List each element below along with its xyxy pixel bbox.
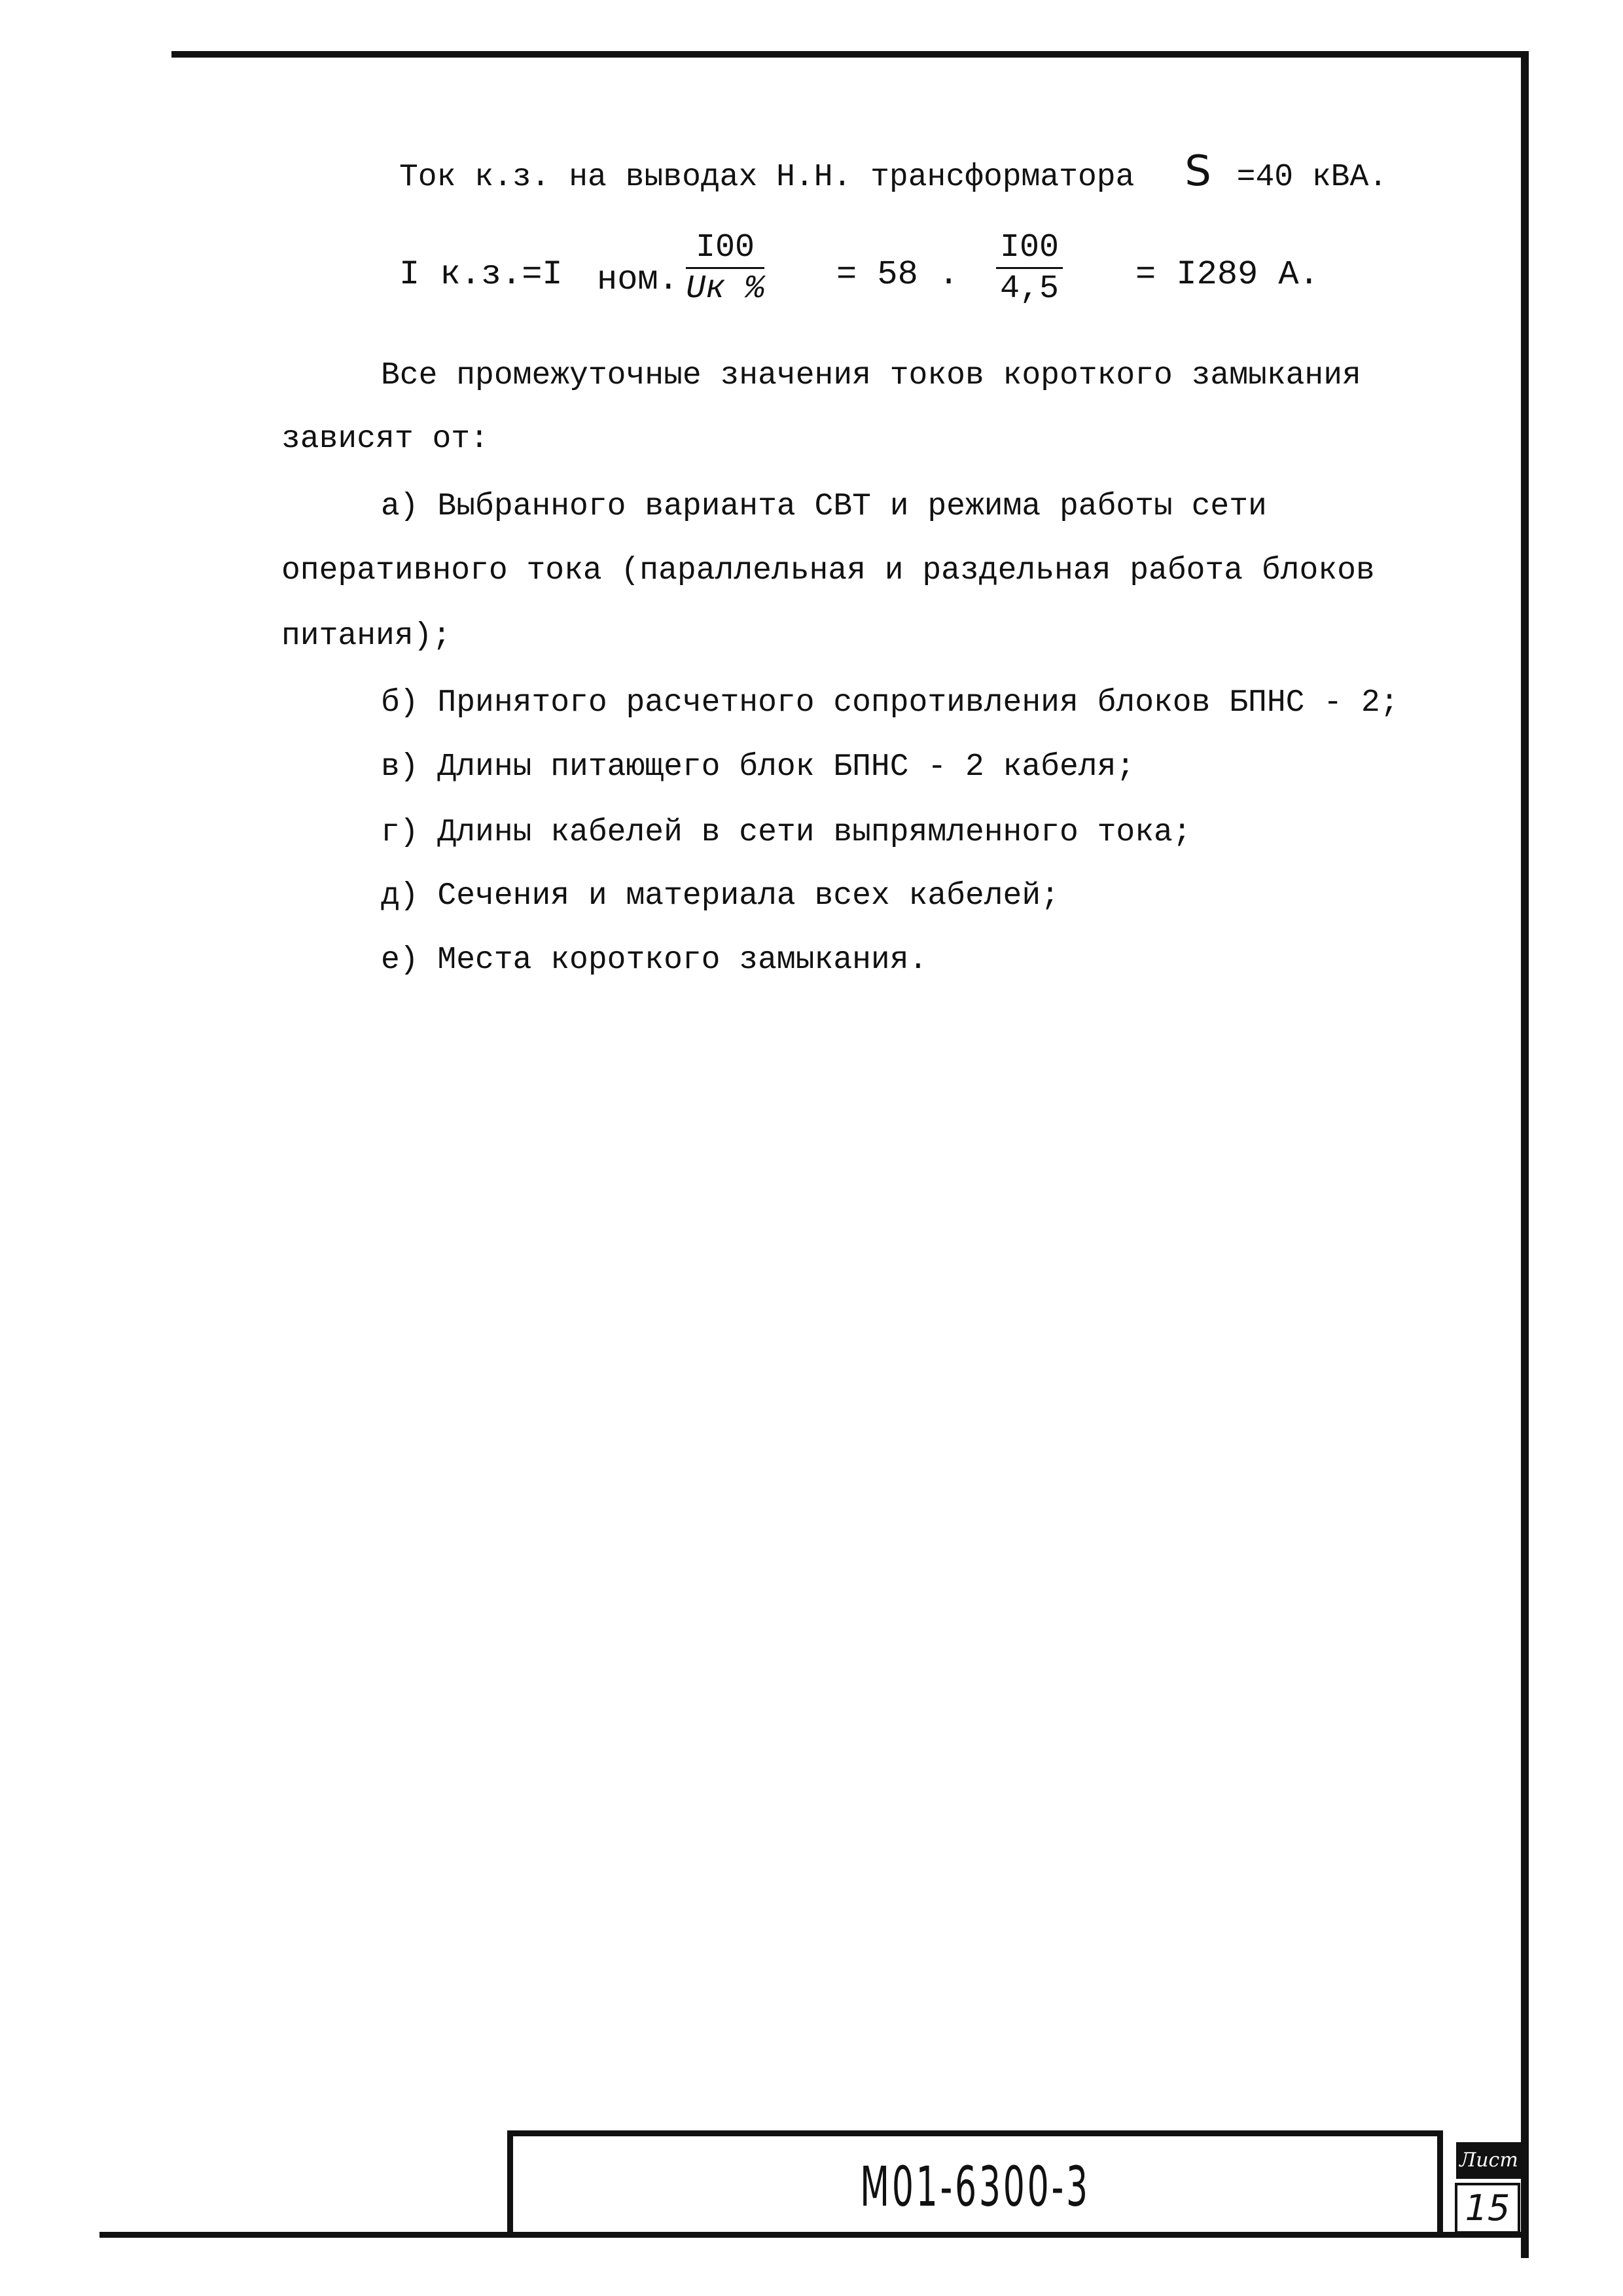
fraction-1-numerator: I00 <box>686 229 764 269</box>
fraction-2-numerator: I00 <box>996 229 1063 269</box>
item-d: д) Сечения и материала всех кабелей; <box>381 878 1060 914</box>
frame-right-border <box>1521 51 1529 2258</box>
formula-nom: ном. <box>597 260 679 299</box>
fraction-2-denominator: 4,5 <box>1000 270 1060 308</box>
fraction-1-denominator: Uк % <box>686 270 765 308</box>
frame-top-border <box>171 51 1527 58</box>
power-symbol: S <box>1185 147 1211 196</box>
formula-result: = I289 А. <box>1135 255 1319 294</box>
header-line <box>399 147 1388 196</box>
fraction-1 <box>686 229 764 310</box>
item-a-line-2: оперативного тока (параллельная и раздельная работа блоков <box>281 553 1375 588</box>
intro-line-1: Все промежуточные значения токов короткого замыкания <box>381 358 1361 393</box>
item-a-line-3: питания); <box>281 619 452 654</box>
item-v: в) Длины питающего блок БПНС - 2 кабеля; <box>381 749 1135 785</box>
item-b: б) Принятого расчетного сопротивления блоков БПНС - 2; <box>381 685 1399 721</box>
document-code: М01-6300-3 <box>860 2155 1090 2219</box>
sheet-cell <box>1443 2130 1525 2235</box>
sheet-number: 15 <box>1455 2183 1520 2234</box>
item-a-line-1: а) Выбранного варианта СВТ и режима работы сети <box>381 489 1267 524</box>
sheet-label: Лист <box>1456 2142 1522 2179</box>
header-text: Ток к.з. на выводах Н.Н. трансформатора <box>399 160 1135 195</box>
item-e: е) Места короткого замыкания. <box>381 942 928 978</box>
short-circuit-formula <box>399 229 1381 321</box>
formula-lhs: I к.з.=I <box>399 255 563 294</box>
intro-line-2: зависят от: <box>281 422 489 457</box>
item-g: г) Длины кабелей в сети выпрямленного тока; <box>381 815 1192 850</box>
formula-eq1: = 58 . <box>836 255 959 294</box>
power-value: =40 кВА. <box>1236 160 1388 195</box>
fraction-2 <box>996 229 1063 310</box>
title-block <box>507 2130 1443 2235</box>
